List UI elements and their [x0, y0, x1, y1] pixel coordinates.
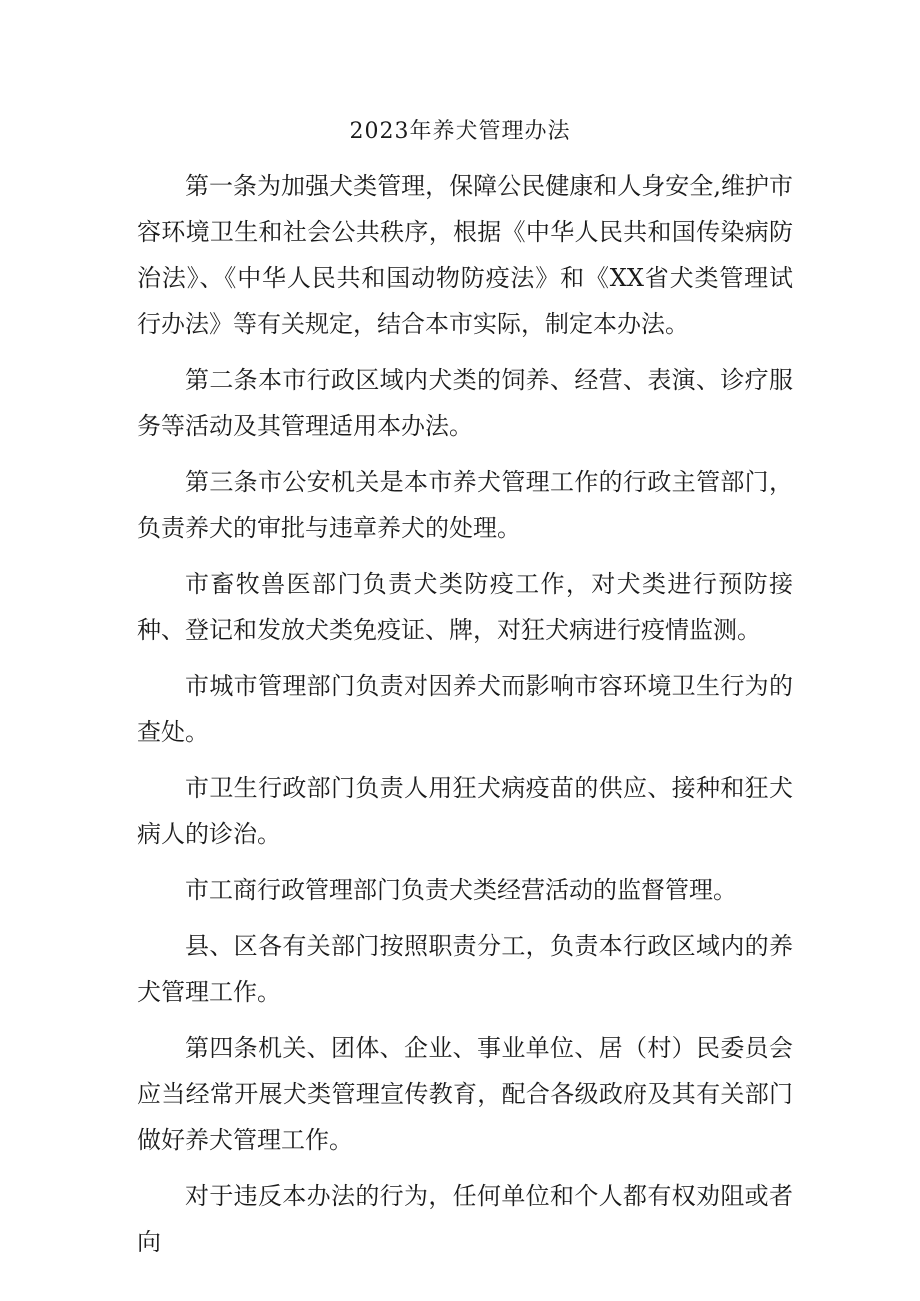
document-title: 2023年养犬管理办法: [349, 119, 571, 144]
paragraph-article-1: 第一条为加强犬类管理，保障公民健康和人身安全,维护市容环境卫生和社会公共秩序，根据《中华人民共和国传染病防治法》、《中华人民共和国动物防疫法》和《XX省犬类管理试行办法》等有关规定，结合本市实际，制定本办法。: [137, 172, 793, 338]
paragraph-county-district-depts: 县、区各有关部门按照职责分工，负责本行政区域内的养犬管理工作。: [137, 932, 793, 1006]
paragraph-commerce-dept: 市工商行政管理部门负责犬类经营活动的监督管理。: [185, 876, 737, 904]
paragraph-animal-husbandry-dept: 市畜牧兽医部门负责犬类防疫工作，对犬类进行预防接种、登记和发放犬类免疫证、牌，对狂犬病进行疫情监测。: [137, 570, 793, 644]
paragraph-article-3: 第三条市公安机关是本市养犬管理工作的行政主管部门，负责养犬的审批与违章养犬的处理。: [137, 468, 793, 542]
document-body: [137, 163, 793, 1275]
paragraph-urban-management-dept: 市城市管理部门负责对因养犬而影响市容环境卫生行为的查处。: [137, 672, 793, 746]
paragraph-violation-reporting: 对于违反本办法的行为，任何单位和个人都有权劝阻或者向: [137, 1182, 793, 1256]
paragraph-health-dept: 市卫生行政部门负责人用狂犬病疫苗的供应、接种和狂犬病人的诊治。: [137, 774, 793, 848]
paragraph-article-4: 第四条机关、团体、企业、事业单位、居（村）民委员会应当经常开展犬类管理宣传教育，配合各级政府及其有关部门做好养犬管理工作。: [137, 1034, 793, 1154]
paragraph-article-2: 第二条本市行政区域内犬类的饲养、经营、表演、诊疗服务等活动及其管理适用本办法。: [137, 366, 793, 440]
